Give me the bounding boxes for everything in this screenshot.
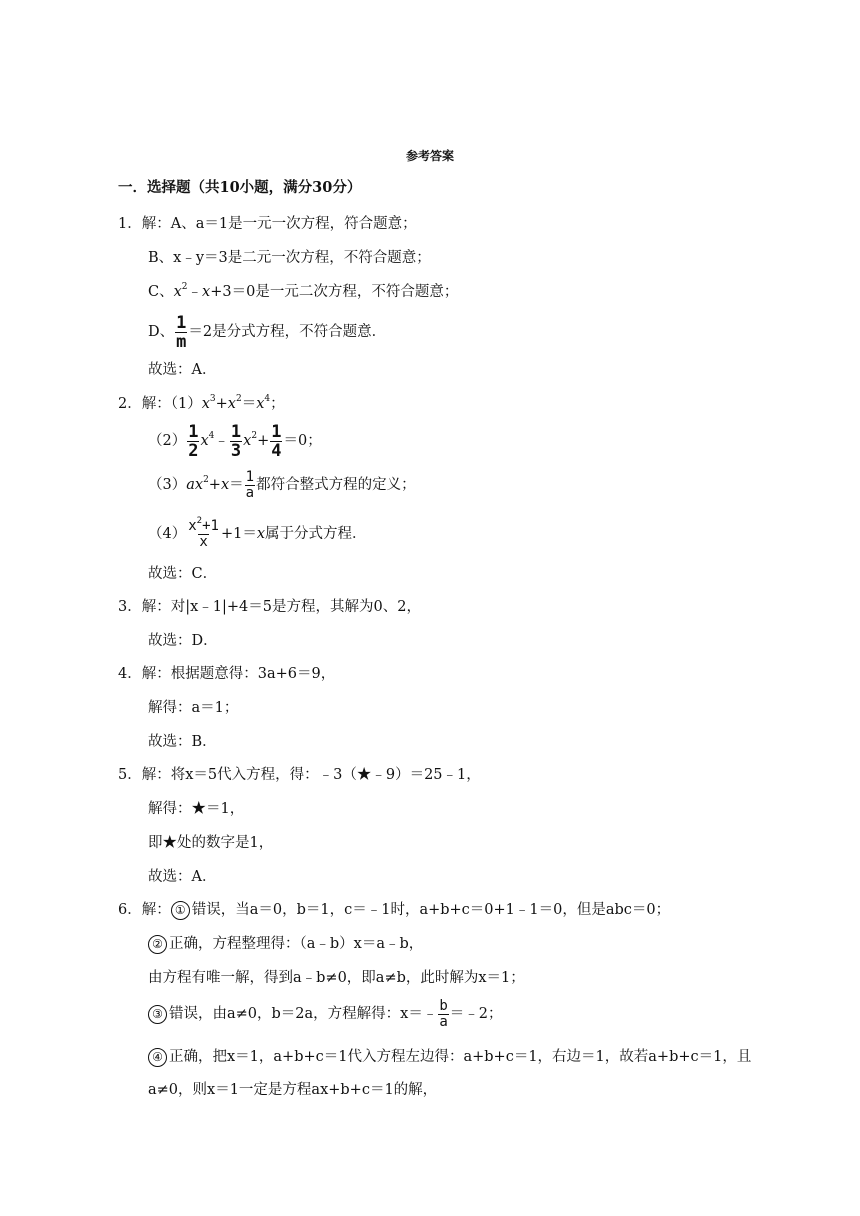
q3-answer: 故选：D． <box>148 633 218 649</box>
q6-line-4: ③ 错误，由a≠0，b＝2a，方程解得：x＝﹣ $\frac{b}{a}$ ＝﹣2； <box>148 994 503 1034</box>
circled-number: ① <box>171 901 190 920</box>
q6-line-6: a≠0，则x＝1一定是方程ax+b+c＝1的解， <box>148 1082 438 1098</box>
q4-line-2: 解得：a＝1； <box>148 700 239 716</box>
q5-line-3: 即★处的数字是1， <box>148 835 274 851</box>
q5-line-2: 解得：★＝1， <box>148 801 245 817</box>
q2-line-3: $(3)ax^2+x=$ $\frac{1}{a}$ 都符合整式方程的定义； <box>148 468 416 501</box>
q1-line-a <box>118 214 417 234</box>
circled-number: ③ <box>148 1005 167 1024</box>
q5-answer: 故选：A． <box>148 869 217 885</box>
q5-line-1: 5．解：将x＝5代入方程，得：﹣3（★﹣9）＝25﹣1， <box>118 767 481 783</box>
circled-number: ④ <box>148 1048 167 1067</box>
q6-line-2: ② 正确，方程整理得：（a﹣b）x＝a﹣b， <box>148 934 423 954</box>
fraction: $\frac{1}{3}$ <box>230 421 242 461</box>
q6-line-1: 6．解： ① 错误，当a＝0，b＝1，c＝﹣1时，a+b+c＝0+1﹣1＝0，但是abc＝0； <box>118 902 671 918</box>
q2-line-4: （4） $\frac{x^2+1}{x}$ +1＝x属于分式方程． <box>148 515 367 550</box>
fraction: $\frac{b}{a}$ <box>439 997 448 1030</box>
q1-option-a: A、a＝1是一元一次方程，符合题意； <box>170 216 417 232</box>
fraction: $\frac{1}{4}$ <box>271 421 282 461</box>
q5-number: 5．解： <box>118 767 171 783</box>
q4-number: 4．解： <box>118 666 171 682</box>
q4-line-1: 4．解：根据题意得：3a+6＝9， <box>118 666 336 682</box>
q6-line-5: ④ 正确，把x＝1，a+b+c＝1代入方程左边得：a+b+c＝1，右边＝1，故若a+b+c＝1，且 <box>148 1047 751 1067</box>
q4-answer: 故选：B． <box>148 734 217 750</box>
q1-answer: 故选：A． <box>148 362 217 378</box>
fraction: $\frac{1}{2}$ <box>188 421 199 461</box>
q6-number: 6．解： <box>118 902 171 918</box>
q3-line-1: 3．解：对|x﹣1|+4＝5是方程，其解为0、2， <box>118 599 421 615</box>
q2-number: 2．解： <box>118 396 171 412</box>
q1-number: 1．解： <box>118 216 171 232</box>
q6-line-3: 由方程有唯一解，得到a﹣b≠0，即a≠b，此时解为x＝1； <box>148 970 525 986</box>
fraction: $\frac{1}{a}$ <box>245 468 255 501</box>
circled-number: ② <box>148 935 167 954</box>
fraction: $\frac{1}{m}$ <box>176 312 187 352</box>
q1-option-b: B、x﹣y＝3是二元一次方程，不符合题意； <box>148 250 431 266</box>
page-title: 参考答案 <box>405 149 454 163</box>
q2-line-1: 2．解：$(1)x^3+x^2=x^4$； <box>118 394 285 412</box>
q2-answer: 故选：C． <box>148 566 218 582</box>
q3-number: 3．解： <box>118 599 171 615</box>
q2-line-2: （2） $\frac{1}{2}$ $x^4﹣$ $\frac{1}{3}$ $x^2+$ $\frac{1}{4}$ ＝0； <box>148 421 322 461</box>
q1-option-c: C、$x^2﹣x+3=0$是一元二次方程，不符合题意； <box>148 282 459 300</box>
q1-option-d: D、 $\frac{1}{m}$ ＝2是分式方程，不符合题意． <box>148 312 387 352</box>
section-heading: 一．选择题（共10小题，满分30分） <box>118 179 362 196</box>
fraction: $\frac{x^2+1}{x}$ <box>188 515 219 550</box>
